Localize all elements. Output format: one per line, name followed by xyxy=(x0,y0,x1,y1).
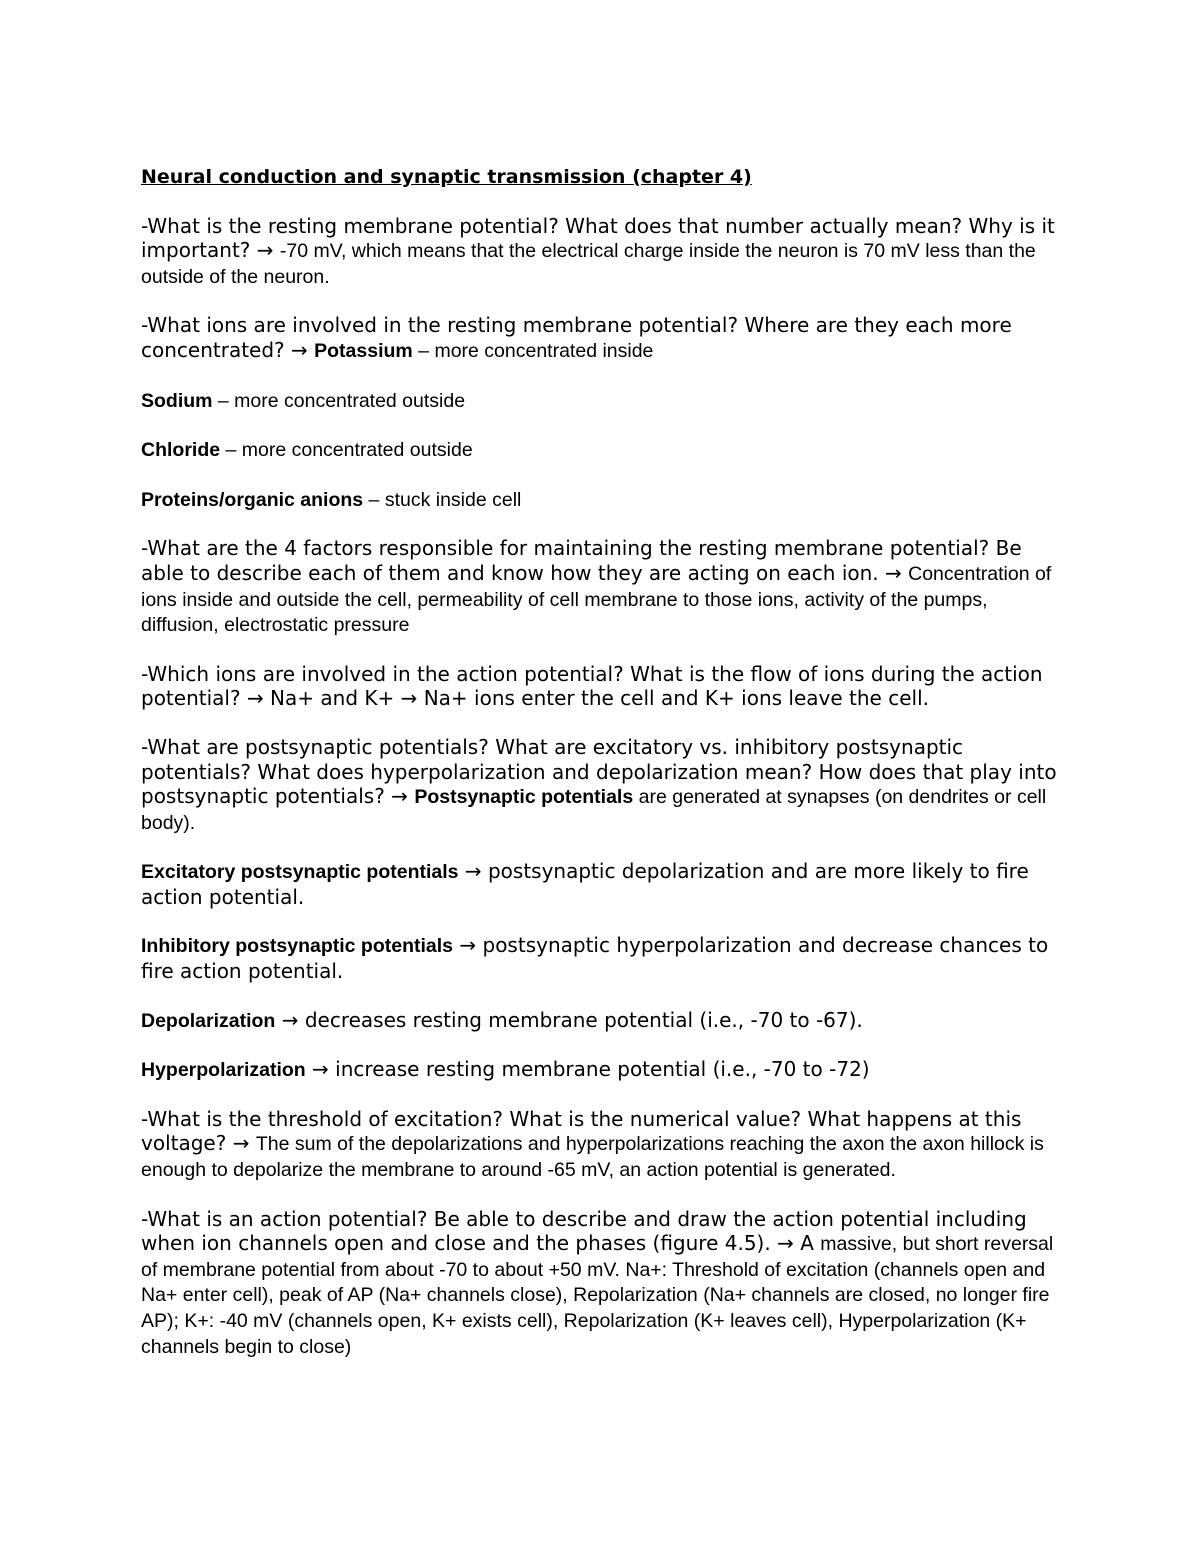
qa-postsynaptic-potentials xyxy=(141,735,1066,835)
definition-text: → decreases resting membrane potential (i.e., -70 to -67). xyxy=(275,1007,863,1032)
term-chloride: Chloride xyxy=(141,439,221,462)
term-postsynaptic-potentials: Postsynaptic potentials xyxy=(414,786,634,809)
answer-text: – more concentrated inside xyxy=(412,339,654,362)
def-epsp xyxy=(141,859,1066,909)
question-text: -What are postsynaptic potentials? What are excitatory vs. inhibitory postsynaptic potentials? What does hyperpolarization and depolarization mean? How does that play into postsynaptic potentials? → xyxy=(141,734,1057,809)
qa-action-potential xyxy=(141,1207,1066,1360)
question-text: -What is an action potential? Be able to describe and draw the action potential including when ion channels open and close and the phases (figure 4.5). → A xyxy=(141,1206,1027,1256)
ion-sodium xyxy=(141,388,1066,414)
def-hyperpolarization xyxy=(141,1057,1066,1083)
qa-ions-involved xyxy=(141,313,1066,363)
ion-chloride xyxy=(141,437,1066,463)
question-text: -What ions are involved in the resting membrane potential? Where are they each more concentrated? → xyxy=(141,313,1012,362)
qa-resting-potential xyxy=(141,214,1066,290)
answer-text: – stuck inside cell xyxy=(363,488,522,511)
document-page xyxy=(141,165,1066,1383)
definition-text: → increase resting membrane potential (i.e., -70 to -72) xyxy=(305,1057,870,1082)
definition-text: → postsynaptic depolarization and are more likely to fire action potential. xyxy=(141,859,1029,909)
term-hyperpolarization: Hyperpolarization xyxy=(141,1059,306,1082)
term-epsp: Excitatory postsynaptic potentials xyxy=(141,861,459,884)
qa-four-factors xyxy=(141,536,1066,637)
definition-text: → postsynaptic hyperpolarization and decrease chances to fire action potential. xyxy=(141,933,1049,984)
answer-text: – more concentrated outside xyxy=(212,389,466,412)
question-text: -Which ions are involved in the action potential? What is the flow of ions during the action potential? → Na+ and K+ → Na+ ions enter the cell and K+ ions leave the cell. xyxy=(141,661,1043,711)
answer-text: massive, but short reversal of membrane potential from about -70 to about +50 mV. Na+: Threshold of excitation (channels open and Na+ enter cell), peak of AP (Na+ channels close), Repolarization (Na+ channels are closed, no longer fire AP); K+: -40 mV (channels open, K+ exists cell), Repolarization (K+ leaves cell), Hyperpolarization (K+ channels begin to close) xyxy=(141,1233,1054,1358)
def-ipsp xyxy=(141,933,1066,983)
term-potassium: Potassium xyxy=(314,339,413,362)
answer-text: are generated at synapses (on dendrites or cell body). xyxy=(141,786,1047,834)
answer-text: -70 mV, which means that the electrical charge inside the neuron is 70 mV less than the outside of the neuron. xyxy=(141,240,1036,288)
term-proteins: Proteins/organic anions xyxy=(141,488,364,511)
def-depolarization xyxy=(141,1008,1066,1034)
term-sodium: Sodium xyxy=(141,389,213,412)
ion-proteins xyxy=(141,487,1066,513)
answer-text: The sum of the depolarizations and hyperpolarizations reaching the axon the axon hillock is enough to depolarize the membrane to around -65 mV, an action potential is generated. xyxy=(141,1133,1044,1182)
answer-text: Concentration of ions inside and outside the cell, permeability of cell membrane to those ions, activity of the pumps, diffusion, electrostatic pressure xyxy=(141,562,1052,637)
term-ipsp: Inhibitory postsynaptic potentials xyxy=(141,935,454,958)
question-text: -What is the threshold of excitation? What is the numerical value? What happens at this voltage? → xyxy=(141,1106,1022,1156)
question-text: -What are the 4 factors responsible for maintaining the resting membrane potential? Be able to describe each of them and know how they are acting on each ion. → xyxy=(141,536,1022,585)
term-depolarization: Depolarization xyxy=(141,1009,276,1032)
answer-text: – more concentrated outside xyxy=(220,439,473,462)
question-text: -What is the resting membrane potential? What does that number actually mean? Why is it important? → xyxy=(141,213,1055,263)
qa-action-potential-ions xyxy=(141,662,1066,711)
qa-threshold xyxy=(141,1107,1066,1183)
page-title: Neural conduction and synaptic transmission (chapter 4) xyxy=(141,166,752,188)
